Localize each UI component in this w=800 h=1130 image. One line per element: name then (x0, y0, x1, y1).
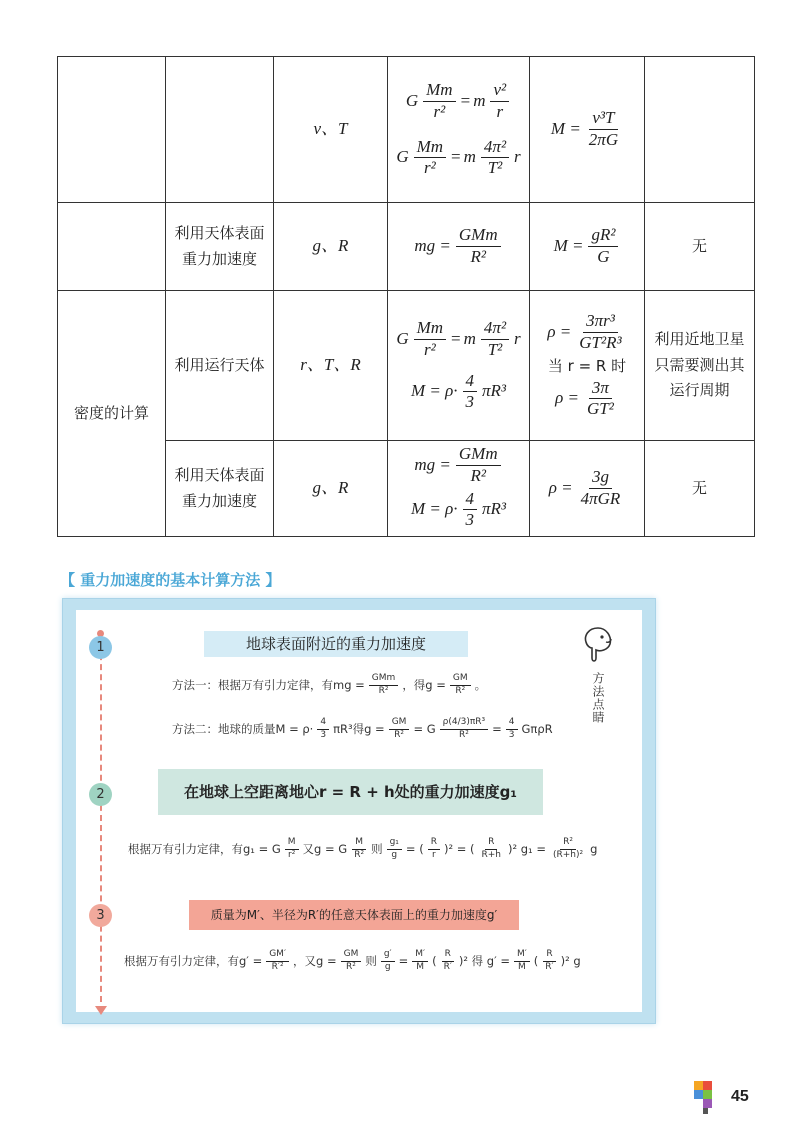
item1-line2: 方法二：地球的质量M = ρ· $\frac{4}{3}$ πR³得g = $\frac{GM}{\text{R²}}$ = G $\frac{\text{ρ(4/3)πR³}}{\text{R²}}$ = $\frac{4}{3}$ GπρR (172, 717, 553, 740)
result-cell: ρ = $\frac{3g}{\text{4πGR}}$ (530, 441, 645, 537)
result-cell: M = $\frac{\text{v³T}}{2\pi G}$ (530, 57, 645, 203)
known-quantities: g、R (274, 441, 388, 537)
methods-box-inner (76, 610, 642, 1012)
result-cell: ρ = $\frac{\text{3πr³}}{\text{GT²R³}}$ 当 r = R 时 ρ = $\frac{3\pi}{\text{GT²}}$ (530, 291, 645, 441)
result-cell: M = $\frac{\text{gR²}}{G}$ (530, 203, 645, 291)
formula-table (57, 56, 755, 537)
methods-box (62, 598, 656, 1024)
section-title: 【 重力加速度的基本计算方法 】 (60, 571, 281, 589)
method-cell: 利用天体表面重力加速度 (166, 203, 274, 291)
timeline-arrow-icon (95, 1006, 107, 1015)
page-number: 45 (731, 1088, 749, 1105)
known-quantities: r、T、R (274, 291, 388, 441)
equations-cell: mg = $\frac{\text{GMm}}{\text{R²}}$ M = ρ· $\frac{4}{3}$ πR³ (388, 441, 530, 537)
known-quantities: v、T (274, 57, 388, 203)
publisher-logo-icon (692, 1081, 722, 1115)
table-row (58, 291, 755, 441)
item1-line1: 方法一：根据万有引力定律，有mg = $\frac{\text{GMm}}{\text{R²}}$ ，得g = $\frac{GM}{\text{R²}}$ 。 (172, 673, 487, 696)
equations-cell: mg = $\frac{\text{GMm}}{\text{R²}}$ (388, 203, 530, 291)
note-cell: 无 (645, 441, 755, 537)
item1-title: 地球表面附近的重力加速度 (204, 631, 468, 657)
step-badge-1: 1 (89, 636, 112, 659)
known-quantities: g、R (274, 203, 388, 291)
elephant-icon (578, 624, 618, 668)
method-cell: 利用天体表面重力加速度 (166, 441, 274, 537)
method-cell: 利用运行天体 (166, 291, 274, 441)
item3-line: 根据万有引力定律，有g′ = $\frac{GM'}{\text{R′²}}$ ，又g = $\frac{GM}{\text{R²}}$ 则 $\frac{g'}{g}$ = $\frac{M'}{M}$ ( $\frac{R}{R'}$ )² 得 g′ = $\frac{M'}{M}$ ( $\frac{R}{R'}$ )² g (124, 949, 581, 972)
note-cell (645, 57, 755, 203)
step-badge-2: 2 (89, 783, 112, 806)
item2-title: 在地球上空距离地心r = R + h处的重力加速度g₁ (158, 769, 543, 815)
table-cell-empty (166, 57, 274, 203)
method-tip-logo (578, 624, 618, 724)
item2-line: 根据万有引力定律，有g₁ = G $\frac{M}{\text{r²}}$ 又g = G $\frac{M}{\text{R²}}$ 则 $\frac{\text{g₁}}{g}$ = ( $\frac{R}{r}$ )² = ( $\frac{R}{R+h}$ )² g₁ = $\frac{\text{R²}}{\text{(R+h)²}}$ g (128, 837, 598, 860)
table-row (58, 57, 755, 203)
equations-cell: G $\frac{Mm}{\text{r²}}$ = m $\frac{\text{v²}}{r}$ G $\frac{Mm}{\text{r²}}$ = m $\frac{\text{4π²}}{\text{T²}}$ r (388, 57, 530, 203)
equations-cell: G $\frac{Mm}{\text{r²}}$ = m $\frac{\text{4π²}}{\text{T²}}$ r M = ρ· $\frac{4}{3}$ πR³ (388, 291, 530, 441)
table-row (58, 203, 755, 291)
timeline-line (100, 634, 102, 1012)
table-cell-empty (58, 57, 166, 203)
density-label: 密度的计算 (58, 291, 166, 537)
note-cell: 利用近地卫星只需要测出其运行周期 (645, 291, 755, 441)
condition-text: 当 r = R 时 (547, 356, 627, 375)
item3-title: 质量为M′、半径为R′的任意天体表面上的重力加速度g′ (189, 900, 519, 930)
method-tip-label: 方法点睛 (591, 672, 605, 724)
note-cell: 无 (645, 203, 755, 291)
table-cell-empty (58, 203, 166, 291)
step-badge-3: 3 (89, 904, 112, 927)
